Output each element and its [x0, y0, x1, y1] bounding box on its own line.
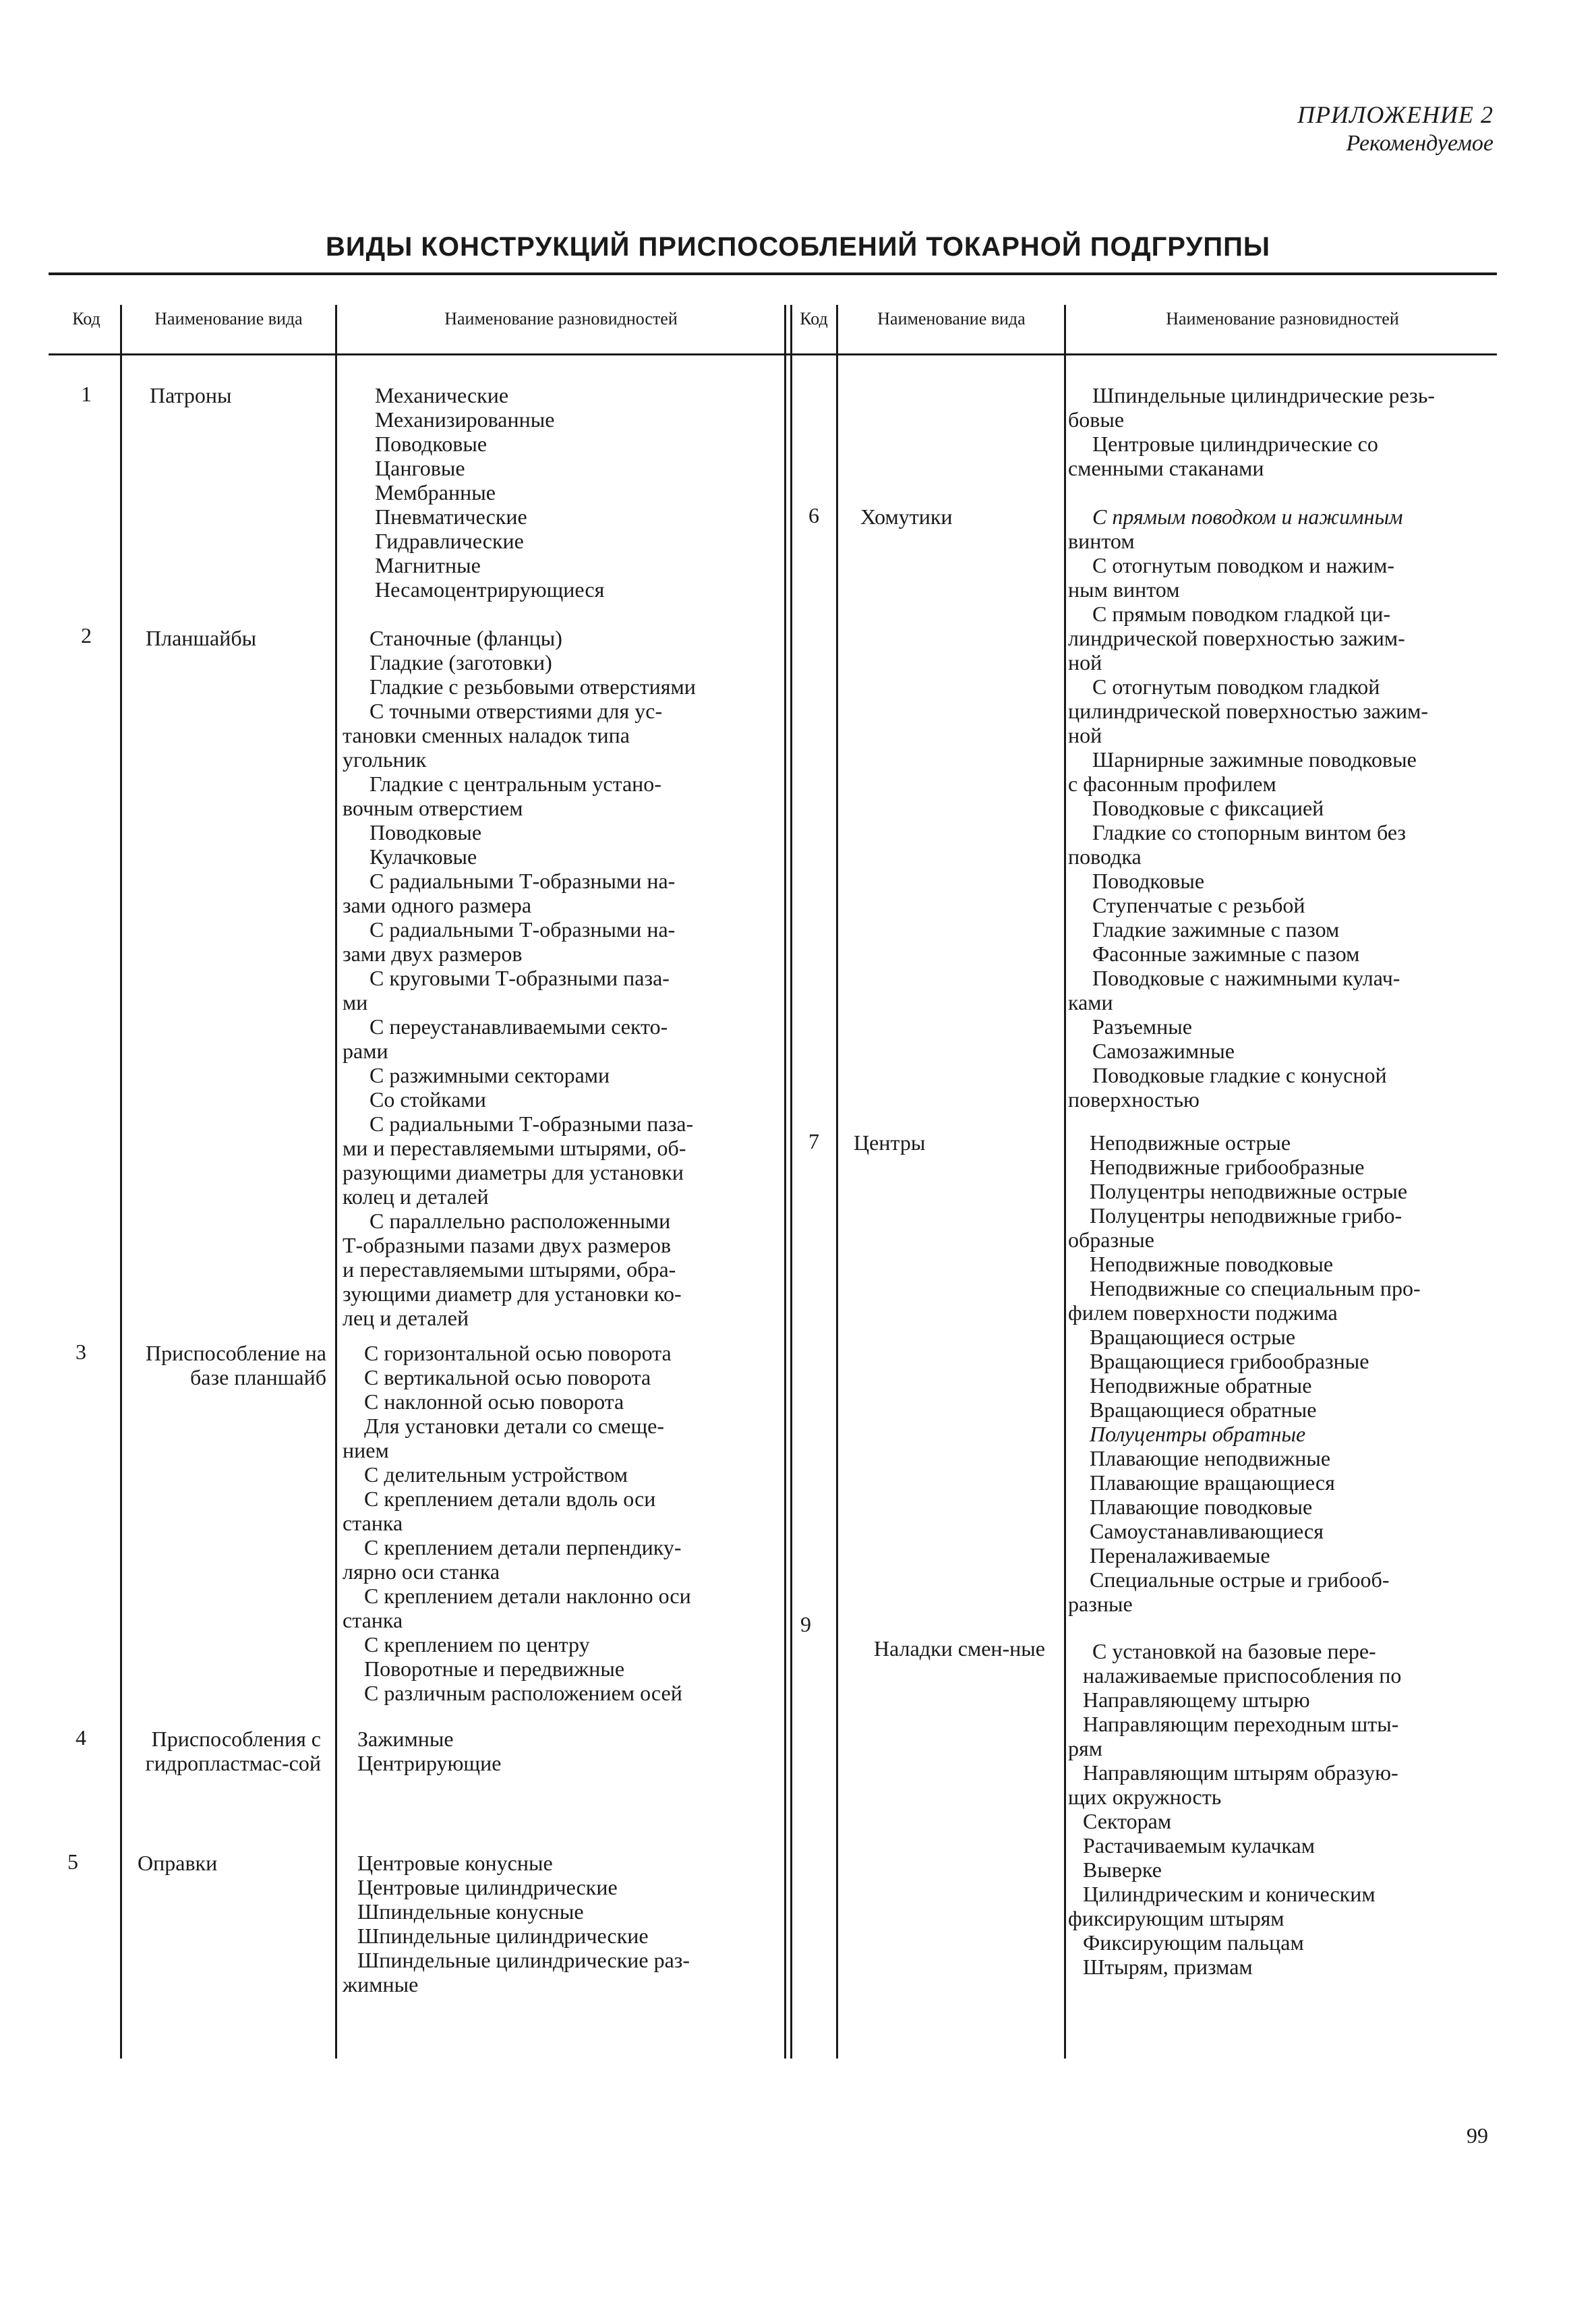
- row-kind: Оправки: [138, 1851, 218, 1875]
- page-title: ВИДЫ КОНСТРУКЦИЙ ПРИСПОСОБЛЕНИЙ ТОКАРНОЙ ПОДГРУППЫ: [326, 232, 1270, 262]
- variant-item: ным винтом: [1068, 577, 1180, 602]
- col-divider-1: [120, 305, 122, 2059]
- variant-item: линдрической поверхностью зажим-: [1068, 626, 1405, 650]
- variant-item: С отогнутым поводком гладкой: [1092, 674, 1380, 699]
- header-code-right: Код: [800, 309, 828, 328]
- variant-item: С вертикальной осью поворота: [364, 1365, 651, 1389]
- variant-item: Шпиндельные цилиндрические резь-: [1092, 383, 1436, 407]
- row-variants-list: [343, 626, 784, 1330]
- variant-item: Поводковые: [370, 820, 482, 844]
- row-variants-list: [343, 1727, 784, 1775]
- variant-item: Поводковые с фиксацией: [1092, 796, 1324, 820]
- variant-item: С горизонтальной осью поворота: [364, 1341, 672, 1365]
- variant-item: С наклонной осью поворота: [364, 1389, 624, 1414]
- variant-item: вочным отверстием: [343, 796, 523, 820]
- variant-item: С отогнутым поводком и нажим-: [1092, 553, 1394, 577]
- variant-item: Центровые конусные: [357, 1851, 553, 1875]
- middle-divider-a: [784, 305, 786, 2059]
- variant-item: лярно оси станка: [343, 1559, 500, 1584]
- variant-item: С радиальными Т-образными на-: [370, 917, 676, 942]
- variant-item: ной: [1068, 723, 1102, 747]
- variant-item: Фиксирующим пальцам: [1083, 1930, 1304, 1955]
- variant-item: Со стойками: [370, 1087, 486, 1112]
- variant-item: ной: [1068, 650, 1102, 674]
- row-variants-list: [343, 1341, 784, 1705]
- variant-item: Для установки детали со смеще-: [364, 1414, 664, 1438]
- variant-item: С различным расположением осей: [364, 1681, 682, 1705]
- row-kind: Планшайбы: [146, 626, 257, 650]
- variant-item: щих окружность: [1068, 1785, 1222, 1809]
- variant-item: Кулачковые: [370, 844, 477, 869]
- variant-item: Поводковые: [375, 432, 487, 456]
- recommended-label: Рекомендуемое: [1346, 131, 1494, 156]
- variant-item: Полуцентры неподвижные грибо-: [1090, 1203, 1402, 1228]
- row-code: 7: [808, 1129, 819, 1153]
- variant-item: Плавающие поводковые: [1090, 1495, 1313, 1519]
- variant-item: Вращающиеся острые: [1090, 1325, 1296, 1349]
- variant-item: колец и деталей: [343, 1184, 489, 1209]
- variant-item: Центрирующие: [357, 1751, 502, 1775]
- variant-item: с фасонным профилем: [1068, 772, 1276, 796]
- variant-item: Полуцентры неподвижные острые: [1090, 1179, 1408, 1203]
- variant-item: налаживаемые приспособления по: [1083, 1663, 1402, 1688]
- row-variants-list: [1068, 505, 1497, 1112]
- variant-item: С делительным устройством: [364, 1462, 628, 1487]
- variant-item: Механизированные: [375, 407, 555, 432]
- variant-item: фиксирующим штырям: [1068, 1906, 1284, 1930]
- table-top-rule: [49, 272, 1497, 275]
- appendix-label: ПРИЛОЖЕНИЕ 2: [1297, 101, 1494, 128]
- variant-item: Т-образными пазами двух размеров: [343, 1233, 672, 1257]
- variant-item: Секторам: [1083, 1809, 1172, 1833]
- variant-item: Специальные острые и грибооб-: [1090, 1567, 1390, 1592]
- variant-item: С прямым поводком и нажимным: [1092, 505, 1403, 529]
- variant-item: станка: [343, 1608, 403, 1632]
- variant-item: Шпиндельные конусные: [357, 1899, 584, 1924]
- variant-item: С параллельно расположенными: [370, 1209, 671, 1233]
- variant-item: Направляющим штырям образую-: [1083, 1760, 1398, 1785]
- variant-item: С прямым поводком гладкой ци-: [1092, 602, 1391, 626]
- row-variants-list: [343, 383, 784, 602]
- variant-item: лец и деталей: [343, 1306, 469, 1330]
- variant-item: Поводковые: [1092, 869, 1205, 893]
- variant-item: Неподвижные обратные: [1090, 1373, 1312, 1398]
- variant-item: Фасонные зажимные с пазом: [1092, 942, 1360, 966]
- variant-item: Поворотные и передвижные: [364, 1657, 625, 1681]
- variant-item: рям: [1068, 1736, 1102, 1760]
- variant-item: Поводковые с нажимными кулач-: [1092, 966, 1400, 990]
- header-kind-left: Наименование вида: [154, 309, 303, 328]
- header-kind-right: Наименование вида: [877, 309, 1026, 328]
- variant-item: филем поверхности поджима: [1068, 1300, 1338, 1325]
- row-kind: Хомутики: [860, 505, 953, 529]
- variant-item: Шпиндельные цилиндрические: [357, 1924, 649, 1948]
- variant-item: С креплением по центру: [364, 1632, 590, 1657]
- variant-item: винтом: [1068, 529, 1135, 553]
- variant-item: Поводковые гладкие с конусной: [1092, 1063, 1387, 1087]
- variant-item: Гладкие с центральным устано-: [370, 772, 661, 796]
- variant-item: Магнитные: [375, 553, 481, 577]
- row-variants-list: [343, 1851, 784, 1996]
- variant-item: Вращающиеся обратные: [1090, 1398, 1317, 1422]
- row-kind: Центры: [854, 1130, 926, 1155]
- variant-item: Неподвижные острые: [1090, 1130, 1291, 1155]
- variant-item: цилиндрической поверхностью зажим-: [1068, 699, 1429, 723]
- variant-item: Направляющим переходным шты-: [1083, 1712, 1399, 1736]
- header-variants-right: Наименование разновидностей: [1166, 309, 1399, 328]
- col-divider-3: [836, 305, 838, 2059]
- variant-item: образные: [1068, 1228, 1154, 1252]
- row-kind: Наладки смен-ные: [874, 1636, 1045, 1661]
- row-variants-list: [1068, 1639, 1497, 1979]
- variant-item: С радиальными Т-образными паза-: [370, 1112, 694, 1136]
- variant-item: С радиальными Т-образными на-: [370, 869, 676, 893]
- variant-item: зующими диаметр для установки ко-: [343, 1282, 682, 1306]
- variant-item: С круговыми Т-образными паза-: [370, 966, 670, 990]
- variant-item: угольник: [343, 747, 427, 772]
- variant-item: сменными стаканами: [1068, 456, 1264, 480]
- variant-item: Центровые цилиндрические со: [1092, 432, 1378, 456]
- variant-item: зами двух размеров: [343, 942, 523, 966]
- variant-item: бовые: [1068, 407, 1125, 432]
- variant-item: Направляющему штырю: [1083, 1688, 1310, 1712]
- variant-item: Несамоцентрирующиеся: [375, 577, 605, 602]
- row-variants-list: [1068, 383, 1497, 480]
- variant-item: Полуцентры обратные: [1090, 1422, 1306, 1446]
- variant-item: Цилиндрическим и коническим: [1083, 1882, 1376, 1906]
- row-kind: Приспособление на базе планшайб: [146, 1341, 326, 1389]
- middle-divider-b: [790, 305, 792, 2059]
- variant-item: Самозажимные: [1092, 1039, 1235, 1063]
- col-divider-4: [1064, 305, 1066, 2059]
- variant-item: Шарнирные зажимные поводковые: [1092, 747, 1417, 772]
- variant-item: Неподвижные грибообразные: [1090, 1155, 1365, 1179]
- row-code: 5: [67, 1849, 78, 1874]
- row-variants-list: [1068, 1130, 1497, 1616]
- row-code: 9: [800, 1612, 811, 1636]
- variant-item: нием: [343, 1438, 389, 1462]
- variant-item: Гидравлические: [375, 529, 524, 553]
- variant-item: Штырям, призмам: [1083, 1955, 1253, 1979]
- variant-item: Цанговые: [375, 456, 465, 480]
- header-variants-left: Наименование разновидностей: [444, 309, 678, 328]
- variant-item: поводка: [1068, 844, 1142, 869]
- variant-item: Гладкие зажимные с пазом: [1092, 917, 1340, 942]
- variant-item: Переналаживаемые: [1090, 1543, 1270, 1567]
- variant-item: С точными отверстиями для ус-: [370, 699, 663, 723]
- variant-item: С разжимными секторами: [370, 1063, 610, 1087]
- variant-item: станка: [343, 1511, 403, 1535]
- variant-item: Вращающиеся грибообразные: [1090, 1349, 1369, 1373]
- variant-item: Гладкие с резьбовыми отверстиями: [370, 674, 696, 699]
- variant-item: С установкой на базовые пере-: [1092, 1639, 1376, 1663]
- variant-item: и переставляемыми штырями, обра-: [343, 1257, 676, 1282]
- variant-item: тановки сменных наладок типа: [343, 723, 630, 747]
- variant-item: Плавающие вращающиеся: [1090, 1470, 1335, 1495]
- variant-item: Пневматические: [375, 505, 527, 529]
- row-code: 1: [81, 382, 92, 406]
- variant-item: Мембранные: [375, 480, 496, 505]
- variant-item: Самоустанавливающиеся: [1090, 1519, 1324, 1543]
- header-code-left: Код: [72, 309, 100, 328]
- variant-item: поверхностью: [1068, 1087, 1200, 1112]
- variant-item: ми и переставляемыми штырями, об-: [343, 1136, 686, 1160]
- variant-item: Зажимные: [357, 1727, 454, 1751]
- variant-item: Механические: [375, 383, 509, 407]
- variant-item: С переустанавливаемыми секто-: [370, 1014, 668, 1039]
- row-code: 6: [808, 503, 819, 527]
- row-code: 2: [81, 623, 92, 648]
- row-code: 4: [76, 1725, 86, 1750]
- variant-item: Неподвижные поводковые: [1090, 1252, 1334, 1276]
- row-kind: Патроны: [150, 383, 232, 407]
- variant-item: С креплением детали перпендику-: [364, 1535, 682, 1559]
- variant-item: Растачиваемым кулачкам: [1083, 1833, 1315, 1858]
- variant-item: разные: [1068, 1592, 1133, 1616]
- variant-item: Разъемные: [1092, 1014, 1192, 1039]
- variant-item: Плавающие неподвижные: [1090, 1446, 1331, 1470]
- variant-item: С креплением детали наклонно оси: [364, 1584, 691, 1608]
- variant-item: зами одного размера: [343, 893, 532, 917]
- variant-item: рами: [343, 1039, 388, 1063]
- variant-item: ками: [1068, 990, 1113, 1014]
- variant-item: Ступенчатые с резьбой: [1092, 893, 1305, 917]
- header-bottom-rule: [49, 353, 1497, 355]
- variant-item: Шпиндельные цилиндрические раз-: [357, 1948, 690, 1972]
- variant-item: разующими диаметры для установки: [343, 1160, 684, 1184]
- variant-item: ми: [343, 990, 368, 1014]
- row-kind: Приспособления с гидропластмас-сой: [145, 1727, 321, 1775]
- col-divider-2: [335, 305, 337, 2059]
- variant-item: Выверке: [1083, 1858, 1162, 1882]
- variant-item: Неподвижные со специальным про-: [1090, 1276, 1421, 1300]
- variant-item: С креплением детали вдоль оси: [364, 1487, 656, 1511]
- variant-item: Центровые цилиндрические: [357, 1875, 618, 1899]
- page-number: 99: [1467, 2123, 1488, 2148]
- variant-item: Гладкие со стопорным винтом без: [1092, 820, 1407, 844]
- variant-item: Гладкие (заготовки): [370, 650, 552, 674]
- row-code: 3: [76, 1340, 86, 1364]
- variant-item: жимные: [343, 1972, 419, 1996]
- variant-item: Станочные (фланцы): [370, 626, 562, 650]
